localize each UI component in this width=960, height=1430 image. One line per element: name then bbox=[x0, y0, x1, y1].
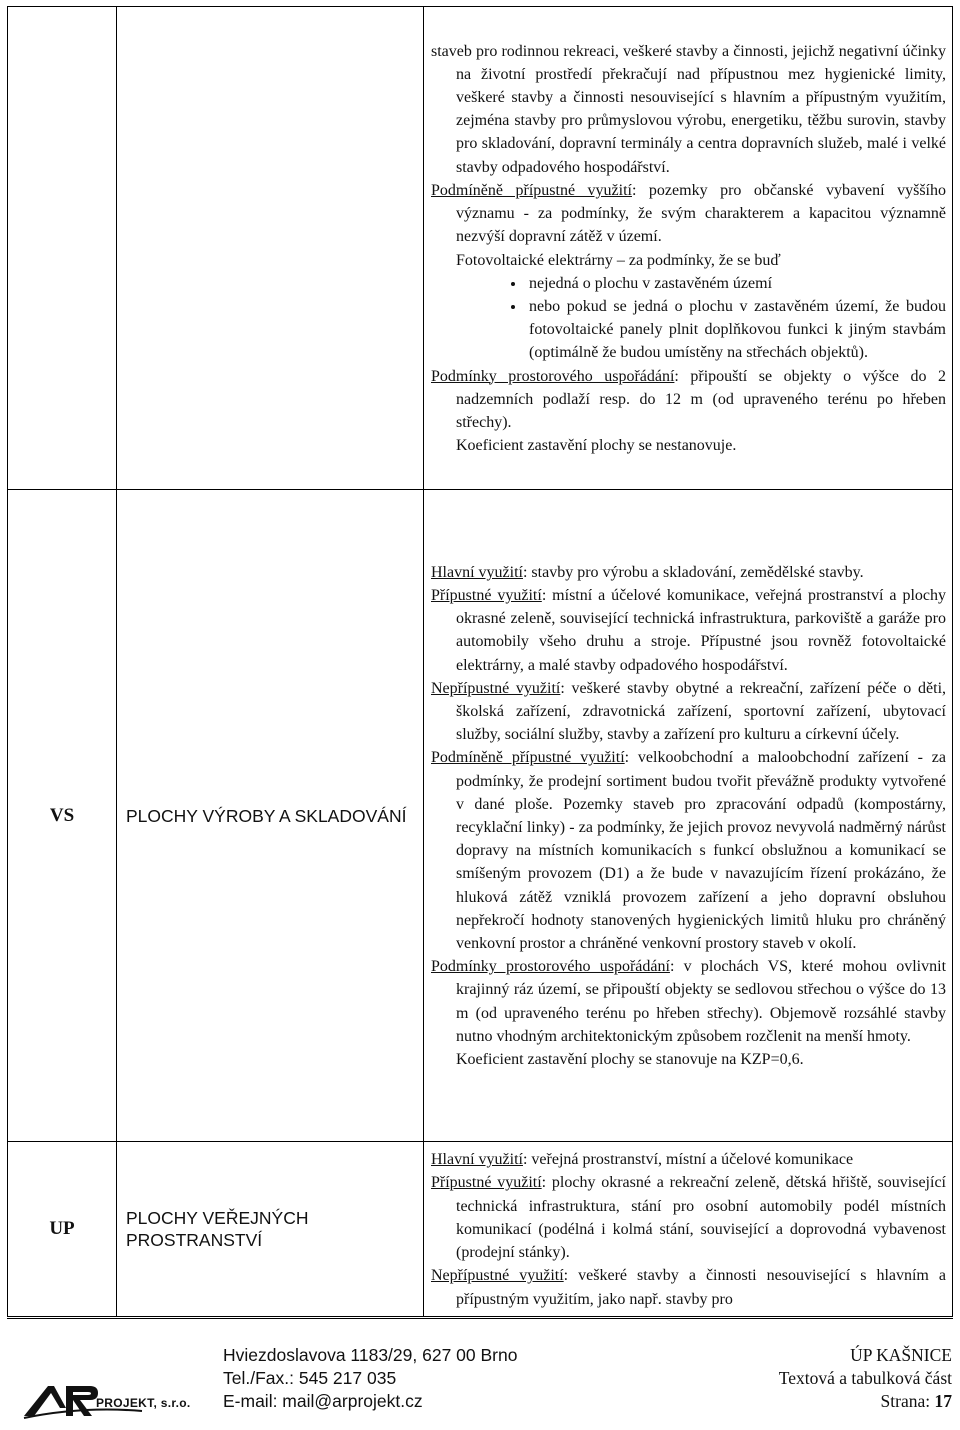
area-regulation-text bbox=[424, 490, 953, 1142]
page-label: Strana: bbox=[880, 1391, 931, 1411]
regulation-text: : v plochách VS, které mohou ovlivnit krajinný ráz území, se připouští objekty se sedlovou střechou o výšce do 13 m (od upraveného terénu po hřeben střechy). Objemově rozsáhlé stavby nutno vhodným architektonickým způsobem rozčlenit na menší hmoty. bbox=[456, 958, 947, 1045]
company-email: E-mail: mail@arprojekt.cz bbox=[223, 1391, 423, 1411]
regulation-text: Koeficient zastavění plochy se nestanovuje. bbox=[456, 437, 737, 455]
condition-list-item: • nejedná o plochu v zastavěném území bbox=[526, 272, 946, 295]
regulation-label: Nepřípustné využití bbox=[431, 1267, 564, 1285]
area-code bbox=[8, 7, 117, 490]
regulation-text: : plochy okrasné a rekreační zeleně, dětská hřiště, související technická infrastruktura, stání pro osobní automobily podél místních komunikací (podélná i kolmá stání, související a doprovodná vybavenost (prodejní stánky). bbox=[456, 1174, 946, 1262]
regulation-label: Hlavní využití bbox=[431, 1151, 523, 1169]
regulation-label: Podmínky prostorového uspořádání bbox=[431, 958, 670, 976]
regulation-label: Podmíněně přípustné využití bbox=[431, 181, 632, 199]
condition-list bbox=[431, 272, 946, 365]
table-row bbox=[8, 490, 953, 1142]
regulation-text: : stavby pro výrobu a skladování, zemědělské stavby. bbox=[522, 563, 864, 581]
regulation-table-body bbox=[8, 7, 953, 1317]
regulation-label: Podmíněně přípustné využití bbox=[431, 749, 625, 767]
page-indicator bbox=[779, 1390, 952, 1413]
regulation-text: : veškeré stavby a činnosti nesouvisející s hlavním a přípustným využitím, jako např. stavby pro bbox=[456, 1267, 947, 1308]
regulation-label: Nepřípustné využití bbox=[431, 679, 561, 697]
regulation-text: Fotovoltaické elektrárny – za podmínky, že se buď bbox=[456, 251, 781, 269]
page-number: 17 bbox=[934, 1391, 952, 1411]
company-address-block bbox=[223, 1344, 517, 1413]
regulation-paragraph bbox=[431, 561, 946, 584]
regulation-paragraph bbox=[431, 746, 946, 955]
regulation-paragraph bbox=[431, 179, 946, 249]
regulation-text: staveb pro rodinnou rekreaci, veškeré stavby a činnosti, jejichž negativní účinky na životní prostředí překračují nad přípustnou mez hygienické limity, veškeré stavby a činnosti nesouvisející s hlavním a přípustným využitím, zejména stavby pro průmyslovou výrobu, energetiku, těžbu surovin, stavby pro skladování, dopravní terminály a centra dopravních služeb, malé i velké stavby odpadového hospodářství. bbox=[431, 42, 946, 176]
regulation-paragraph bbox=[431, 365, 946, 435]
regulation-label: Přípustné využití bbox=[431, 586, 542, 604]
area-code: UP bbox=[8, 1142, 117, 1317]
table-row bbox=[8, 7, 953, 490]
area-regulation-text bbox=[424, 7, 953, 490]
regulation-paragraph bbox=[431, 1148, 946, 1171]
regulation-paragraph bbox=[431, 584, 946, 677]
regulation-text: : připouští se objekty o výšce do 2 nadzemních podlaží resp. do 12 m (od upraveného terénu po hřeben střechy). bbox=[456, 367, 946, 431]
document-part: Textová a tabulková část bbox=[778, 1368, 952, 1388]
document-info bbox=[779, 1344, 952, 1413]
regulation-paragraph bbox=[431, 249, 946, 272]
company-phone: Tel./Fax.: 545 217 035 bbox=[223, 1368, 397, 1388]
regulation-paragraph bbox=[431, 1048, 946, 1071]
document-title: ÚP KAŠNICE bbox=[850, 1345, 952, 1365]
regulation-paragraph bbox=[431, 1171, 946, 1264]
area-name: PLOCHY VÝROBY A SKLADOVÁNÍ bbox=[117, 490, 424, 1142]
table-row bbox=[8, 1142, 953, 1317]
company-logo bbox=[22, 1378, 202, 1422]
logo-company-name: PROJEKT, s.r.o. bbox=[96, 1396, 191, 1410]
area-name: PLOCHY VEŘEJNÝCH PROSTRANSTVÍ bbox=[117, 1142, 424, 1317]
regulation-table bbox=[7, 6, 953, 1317]
regulation-text: : místní a účelové komunikace, veřejná prostranství a plochy okrasné zeleně, související technická infrastruktura, parkoviště a garáže pro automobily všeho druhu a stroje. Přípustné jsou rovněž fotovoltaické elektrárny, a malé stavby odpadového hospodářství. bbox=[456, 586, 946, 674]
page-footer bbox=[0, 1318, 960, 1430]
company-address: Hviezdoslavova 1183/29, 627 00 Brno bbox=[223, 1345, 518, 1365]
regulation-text: : pozemky pro občanské vybavení vyššího významu - za podmínky, že svým charakterem a kapacitou významně nezvýší dopravní zátěž v území. bbox=[456, 181, 946, 246]
condition-list-item: • nebo pokud se jedná o plochu v zastavěném území, že budou fotovoltaické panely plnit doplňkovou funkci k jiným stavbám (optimálně že budou umístěny na střechách objektů). bbox=[526, 295, 946, 365]
regulation-label: Hlavní využití bbox=[431, 563, 523, 581]
footer-divider bbox=[7, 1318, 953, 1319]
area-code: VS bbox=[8, 490, 117, 1142]
regulation-paragraph bbox=[431, 434, 946, 457]
regulation-text: : veřejná prostranství, místní a účelové komunikace bbox=[522, 1151, 854, 1169]
regulation-text: : veškeré stavby obytné a rekreační, zařízení péče o děti, školská zařízení, zdravotnická zařízení, sportovní zařízení, ubytovací služby, sociální služby, stavby a zařízení pro kulturu a církevní účely. bbox=[456, 679, 947, 744]
regulation-paragraph bbox=[431, 955, 946, 1048]
regulation-paragraph bbox=[431, 40, 946, 179]
regulation-label: Podmínky prostorového uspořádání bbox=[431, 367, 675, 385]
area-regulation-text bbox=[424, 1142, 953, 1317]
regulation-paragraph bbox=[431, 1264, 946, 1310]
regulation-paragraph bbox=[431, 677, 946, 747]
regulation-text: Koeficient zastavění plochy se stanovuje na KZP=0,6. bbox=[456, 1051, 804, 1069]
regulation-text: : velkoobchodní a maloobchodní zařízení - za podmínky, že prodejní sortiment budou tvořit převážně produkty vytvořené v dané ploše. Pozemky staveb pro zpracování odpadů (kompostárny, recyklační linky) - za podmínky, že jejich provoz nevyvolá nadměrný nárůst dopravy na místních komunikacích s funkcí obslužnou a komunikací se smíšeným provozem (D1) a že bude v navazujícím řízení prokázáno, že hluková zátěž vzniklá provozem zařízení a jeho dopravní obsluhou nepřekročí hodnoty stanovených hygienických limitů hluku pro chráněný venkovní prostor a chráněné venkovní prostory staveb v okolí. bbox=[456, 749, 946, 953]
regulation-label: Přípustné využití bbox=[431, 1174, 542, 1192]
area-name bbox=[117, 7, 424, 490]
